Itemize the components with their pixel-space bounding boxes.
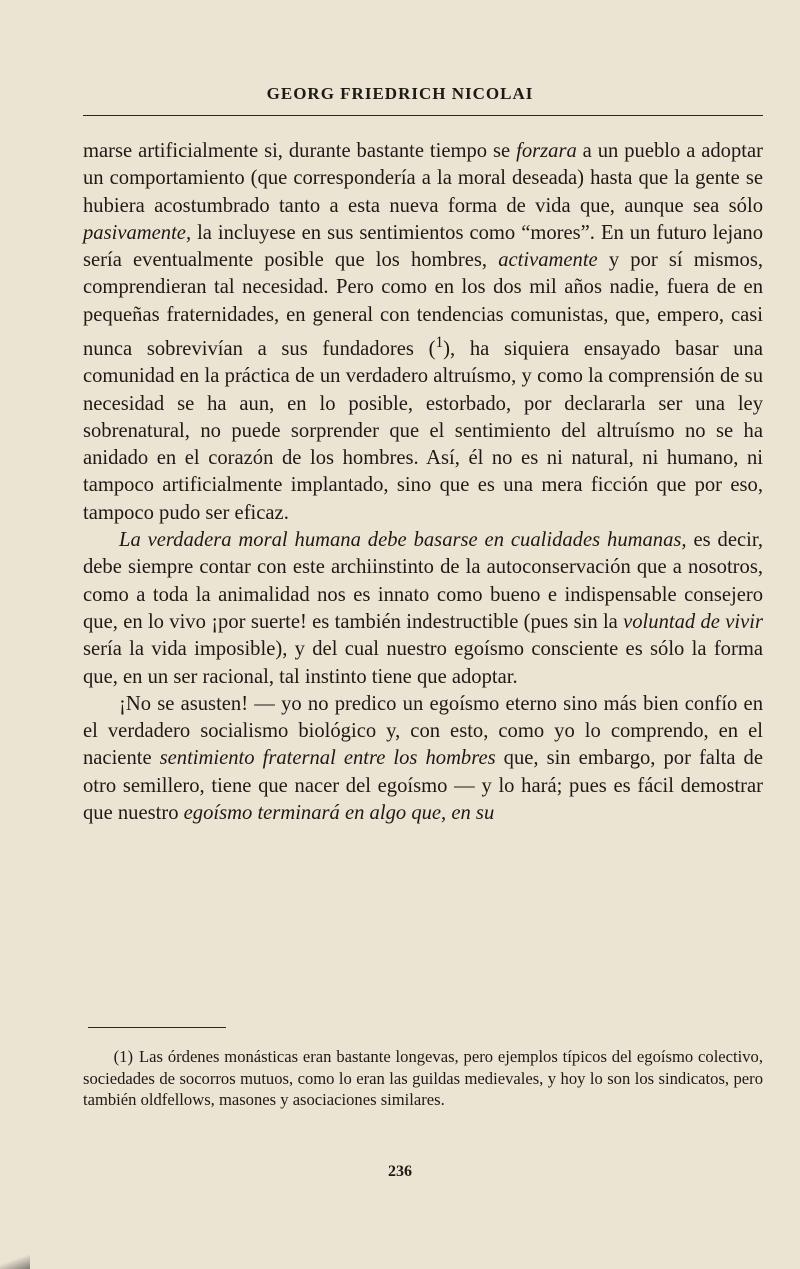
footnote-rule	[88, 1027, 226, 1028]
body-text	[83, 138, 763, 827]
emphasis-sentimiento: sentimiento fraternal entre los hombres	[159, 747, 496, 770]
footnote-text: Las órdenes monásticas eran bastante longevas, pero ejemplos típicos del egoísmo colectivo, sociedades de socorros mutuos, como lo eran las guildas medievales, y hoy lo son los sindicatos, pero también oldfellows, masones y asociaciones similares.	[83, 1047, 763, 1109]
scan-corner-shadow	[0, 1249, 30, 1269]
emphasis-egoismo: egoísmo terminará en algo que, en su	[183, 801, 495, 824]
emphasis-pasivamente: pasivamente,	[83, 221, 192, 244]
running-head: GEORG FRIEDRICH NICOLAI	[266, 84, 534, 103]
emphasis-activamente: activamente	[498, 249, 598, 272]
footnote	[83, 1046, 763, 1111]
paragraph-2: La verdadera moral humana debe basarse en cualidades humanas, es decir, debe siempre contar con este archiinstinto de la autoconservación que a nosotros, como a toda la animalidad nos es innato como bueno e indispensable consejero que, en lo vivo ¡por suerte! es también indestructible (pues sin la voluntad de vivir sería la vida imposible), y del cual nuestro egoísmo consciente es sólo la forma que, en un ser racional, tal instinto tiene que adoptar.	[83, 529, 764, 688]
footnote-marker: (1)	[113, 1047, 133, 1066]
header-rule	[83, 115, 763, 116]
emphasis-forzara: forzara	[516, 140, 577, 162]
emphasis-thesis: La verdadera moral humana debe basarse en cualidades humanas,	[119, 529, 687, 552]
page-number: 236	[388, 1163, 412, 1180]
paragraph-3: ¡No se asusten! — yo no predico un egoísmo eterno sino más bien confío en el verdadero socialismo biológico y, con esto, como yo lo comprendo, en el naciente sentimiento fraternal entre los hombres que, sin embargo, por falta de otro semillero, tiene que nacer del egoísmo — y lo hará; pues es fácil demostrar que nuestro egoísmo terminará en algo que, en su	[83, 692, 763, 824]
emphasis-voluntad: voluntad de vivir	[623, 610, 763, 633]
footnote-reference: 1	[435, 334, 444, 352]
paragraph-1: marse artificialmente si, durante bastante tiempo se forzara a un pueblo a adoptar un comportamiento (que correspondería a la moral deseada) hasta que la gente se hubiera acostumbrado tanto a esta nueva forma de vida que, aunque sea sólo pasivamente, la incluyese en sus sentimientos como “mores”. En un futuro lejano sería eventualmente posible que los hombres, activamente y por sí mismos, comprendieran tal necesidad. Pero como en los dos mil años nadie, fuera de en pequeñas fraternidades, en general con tendencias comunistas, que, empero, casi nunca sobrevivían a sus fundadores ($^1$), ha siquiera ensayado basar una comunidad en la práctica de un verdadero altruísmo, y como la comprensión de su necesidad se ha aun, en lo posible, estorbado, por declararla ser una ley sobrenatural, no puede sorprender que el sentimiento del altruísmo no se ha anidado en el corazón de los hombres. Así, él no es ni natural, ni humano, ni tampoco artificialmente implantado, sino que es una mera ficción que por eso, tampoco pudo ser eficaz.	[83, 140, 764, 524]
